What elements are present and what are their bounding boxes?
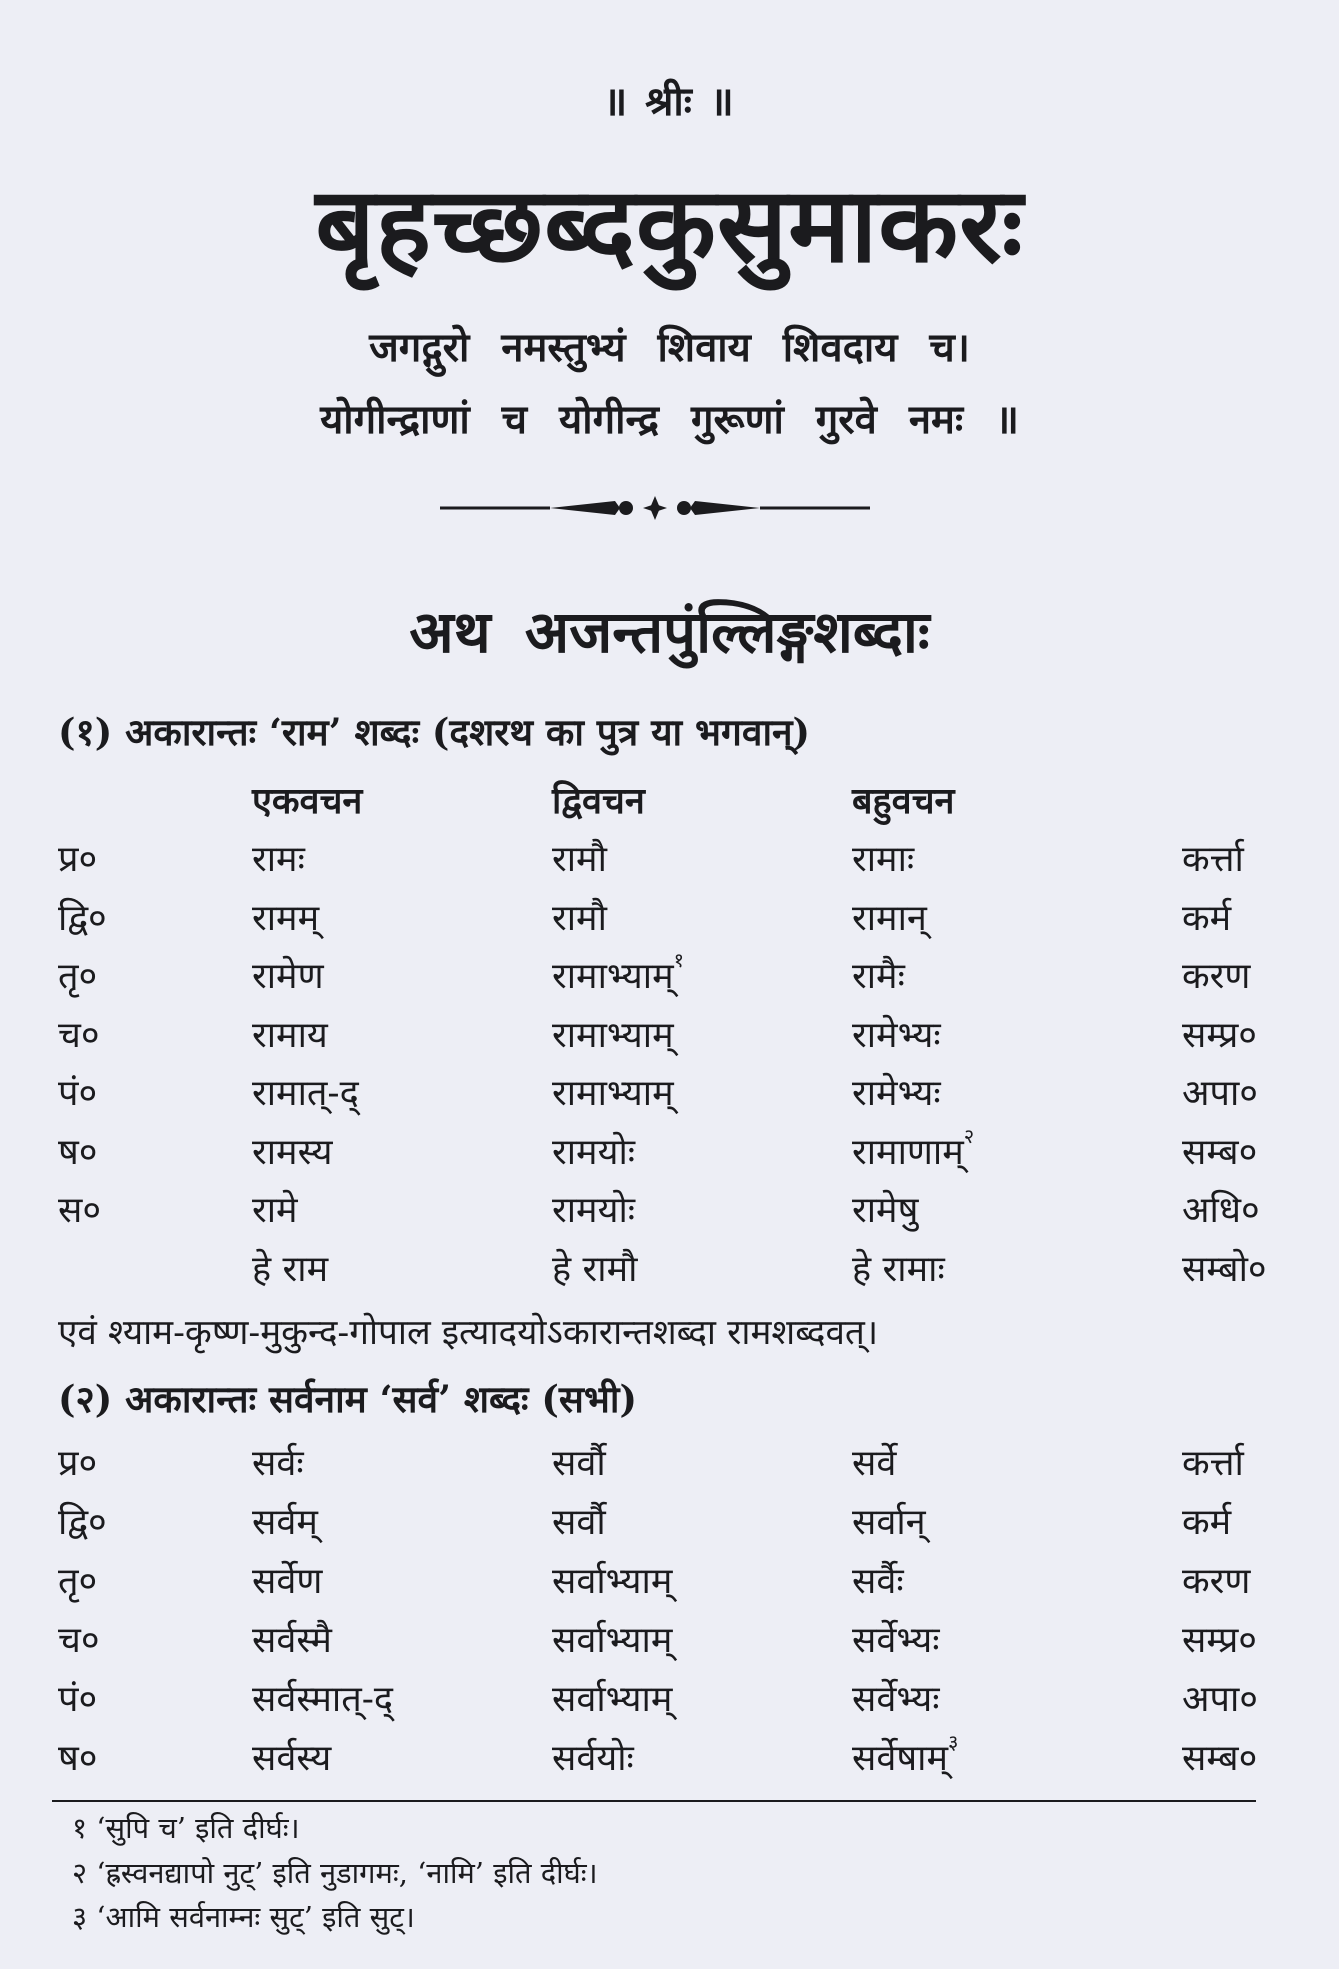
singular-form: रामम्: [252, 897, 320, 939]
karaka-label: सम्बो०: [1182, 1248, 1267, 1290]
plural-form: सर्वेषाम्$^३$: [852, 1730, 959, 1779]
footnote-marker: ३: [948, 1730, 959, 1754]
case-label: ष०: [58, 1131, 98, 1173]
dual-form: रामयोः: [552, 1190, 636, 1231]
dual-form: हे रामौ: [552, 1248, 638, 1290]
case-label: च०: [58, 1014, 100, 1056]
plural-form: रामाणाम्$^२$: [852, 1123, 975, 1173]
table-header-row: [0, 775, 1339, 831]
plural-form: हे रामाः: [852, 1248, 945, 1290]
case-label: च०: [58, 1620, 100, 1661]
column-header-dual: द्विवचन: [552, 780, 645, 822]
footnote-2: २ ‘ह्रस्वनद्यापो नुट्’ इति नुडागमः, ‘नामि’ इति दीर्घः।: [72, 1856, 598, 1890]
book-title: बृहच्छब्दकुसुमाकरः: [315, 163, 1024, 286]
plural-form: रामाः: [852, 839, 915, 880]
dual-form: सर्वौ: [552, 1502, 606, 1543]
plural-form: सर्वे: [852, 1443, 897, 1484]
karaka-label: अपा०: [1182, 1679, 1258, 1720]
table-row: [0, 1123, 1339, 1182]
karaka-label: सम्ब०: [1182, 1131, 1258, 1173]
case-label: तृ०: [58, 1561, 98, 1602]
singular-form: रामस्य: [252, 1131, 333, 1173]
rama-note: एवं श्याम-कृष्ण-मुकुन्द-गोपाल इत्यादयोऽकारान्तशब्दा रामशब्दवत्।: [58, 1313, 879, 1353]
case-label: द्वि०: [58, 897, 107, 939]
ornament-divider: [440, 488, 870, 528]
karaka-label: कर्त्ता: [1182, 839, 1244, 880]
karaka-label: करण: [1182, 1561, 1251, 1602]
dual-form: रामाभ्याम्$^१$: [552, 948, 685, 997]
singular-form: हे राम: [252, 1248, 329, 1290]
dual-form: रामौ: [552, 839, 607, 880]
section-2-heading: (२) अकारान्तः सर्वनाम ‘सर्व’ शब्दः (सभी): [58, 1377, 637, 1421]
footnote-rule: [52, 1800, 1256, 1802]
verse-line-1: जगद्गुरो नमस्तुभ्यं शिवाय शिवदाय च।: [369, 324, 970, 371]
verse-line-2: योगीन्द्राणां च योगीन्द्र गुरूणां गुरवे नमः ॥: [320, 396, 1019, 443]
case-label: पं०: [58, 1073, 98, 1114]
table-row: [0, 1243, 1339, 1299]
footnote-marker: २: [963, 1123, 975, 1148]
invocation: ॥ श्रीः ॥: [603, 78, 736, 125]
dual-form: रामाभ्याम्: [552, 1073, 674, 1114]
footnote-3: ३ ‘आमि सर्वनाम्नः सुट्’ इति सुट्।: [72, 1900, 415, 1934]
singular-form: रामेण: [252, 956, 324, 997]
plural-form: रामैः: [852, 956, 905, 997]
singular-form: रामाय: [252, 1014, 328, 1056]
karaka-label: सम्प्र०: [1182, 1014, 1258, 1056]
dual-form: रामाभ्याम्: [552, 1014, 674, 1056]
table-row: [0, 1437, 1339, 1493]
plural-form: रामेभ्यः: [852, 1014, 941, 1056]
singular-form: सर्वेण: [252, 1561, 323, 1602]
footnote-1: १ ‘सुपि च’ इति दीर्घः।: [72, 1811, 300, 1845]
dual-form: सर्वाभ्याम्: [552, 1561, 673, 1602]
plural-form: सर्वैः: [852, 1561, 904, 1602]
section-heading: अथ अजन्तपुंल्लिङ्गशब्दाः: [409, 598, 930, 666]
table-row: [0, 1009, 1339, 1065]
singular-form: सर्वम्: [252, 1502, 318, 1543]
section-1-heading: (१) अकारान्तः ‘राम’ शब्दः (दशरथ का पुत्र या भगवान्): [58, 710, 811, 754]
dual-form: रामौ: [552, 897, 607, 939]
case-label: पं०: [58, 1679, 98, 1720]
dual-form: रामयोः: [552, 1131, 636, 1173]
singular-form: रामः: [252, 839, 305, 880]
table-row: [0, 950, 1339, 1006]
table-row: [0, 833, 1339, 889]
table-row: [0, 1614, 1339, 1670]
case-label: तृ०: [58, 956, 98, 997]
karaka-label: सम्प्र०: [1182, 1620, 1258, 1661]
case-label: स०: [58, 1190, 102, 1231]
plural-form: रामान्: [852, 897, 927, 939]
karaka-label: कर्त्ता: [1182, 1443, 1244, 1484]
table-row: [0, 1555, 1339, 1611]
case-label: ष०: [58, 1738, 98, 1779]
plural-form: सर्वेभ्यः: [852, 1620, 940, 1661]
case-label: प्र०: [58, 1443, 98, 1484]
table-row: [0, 1067, 1339, 1123]
karaka-label: सम्ब०: [1182, 1738, 1258, 1779]
table-row: [0, 1732, 1339, 1788]
singular-form: सर्वस्मै: [252, 1620, 332, 1661]
karaka-label: कर्म: [1182, 897, 1232, 939]
singular-form: सर्वस्य: [252, 1738, 332, 1779]
plural-form: रामेषु: [852, 1190, 919, 1231]
column-header-singular: एकवचन: [252, 780, 363, 822]
karaka-label: अधि०: [1182, 1190, 1260, 1231]
singular-form: रामे: [252, 1190, 298, 1231]
column-header-plural: बहुवचन: [852, 780, 955, 822]
case-label: द्वि०: [58, 1502, 107, 1543]
singular-form: सर्वस्मात्-द्: [252, 1679, 394, 1720]
table-row: [0, 1496, 1339, 1552]
table-row: [0, 1673, 1339, 1729]
plural-form: सर्वान्: [852, 1502, 926, 1543]
table-row: [0, 1184, 1339, 1240]
singular-form: रामात्-द्: [252, 1073, 359, 1114]
dual-form: सर्वौ: [552, 1443, 606, 1484]
dual-form: सर्वयोः: [552, 1738, 634, 1779]
plural-form: रामेभ्यः: [852, 1073, 941, 1114]
karaka-label: कर्म: [1182, 1502, 1232, 1543]
table-row: [0, 892, 1339, 948]
karaka-label: करण: [1182, 956, 1251, 997]
karaka-label: अपा०: [1182, 1073, 1258, 1114]
case-label: प्र०: [58, 839, 98, 880]
singular-form: सर्वः: [252, 1443, 304, 1484]
plural-form: सर्वेभ्यः: [852, 1679, 940, 1720]
footnote-marker: १: [673, 948, 685, 972]
dual-form: सर्वाभ्याम्: [552, 1620, 673, 1661]
dual-form: सर्वाभ्याम्: [552, 1679, 673, 1720]
